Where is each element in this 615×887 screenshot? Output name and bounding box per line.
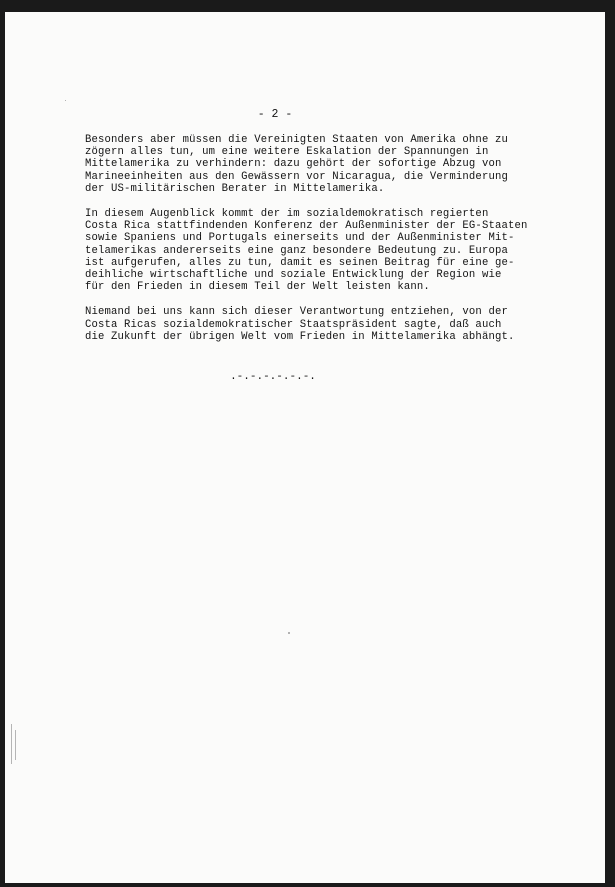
text-line: für den Frieden in diesem Teil der Welt leisten kann. <box>85 281 430 294</box>
text-line: telamerikas andererseits eine ganz besondere Bedeutung zu. Europa <box>85 244 508 257</box>
page-number: - 2 - <box>257 108 293 121</box>
scan-edge-mark <box>11 724 12 764</box>
text-line: Niemand bei uns kann sich dieser Verantwortung entziehen, von der <box>85 306 508 319</box>
text-line: deihliche wirtschaftliche und soziale Entwicklung der Region wie <box>85 269 502 282</box>
text-line: Besonders aber müssen die Vereinigten Staaten von Amerika ohne zu <box>85 134 508 146</box>
text-line: der US-militärischen Berater in Mittelamerika. <box>85 182 385 195</box>
paragraph-2 <box>85 208 565 293</box>
text-line: sowie Spaniens und Portugals einerseits und der Außenminister Mit- <box>85 232 515 245</box>
text-line: Marineeinheiten aus den Gewässern vor Nicaragua, die Verminderung <box>85 170 508 183</box>
document-body <box>85 134 565 356</box>
text-line: zögern alles tun, um eine weitere Eskalation der Spannungen in <box>85 146 489 159</box>
text-line: In diesem Augenblick kommt der im sozialdemokratisch regierten <box>85 208 489 221</box>
scan-speck <box>65 100 66 101</box>
document-page <box>5 12 605 883</box>
paragraph-3 <box>85 306 565 343</box>
scan-speck <box>288 632 290 634</box>
text-line: ist aufgerufen, alles zu tun, damit es seinen Beitrag für eine ge- <box>85 256 515 269</box>
end-separator: .-.-.-.-.-.-. <box>230 371 316 383</box>
text-line: Costa Ricas sozialdemokratischer Staatspräsident sagte, daß auch <box>85 318 502 331</box>
text-line: Mittelamerika zu verhindern: dazu gehört der sofortige Abzug von <box>85 158 502 171</box>
scan-edge-mark <box>15 730 16 760</box>
text-line: die Zukunft der übrigen Welt vom Frieden in Mittelamerika abhängt. <box>85 330 515 343</box>
text-line: Costa Rica stattfindenden Konferenz der Außenminister der EG-Staaten <box>85 220 528 233</box>
paragraph-1 <box>85 134 565 195</box>
